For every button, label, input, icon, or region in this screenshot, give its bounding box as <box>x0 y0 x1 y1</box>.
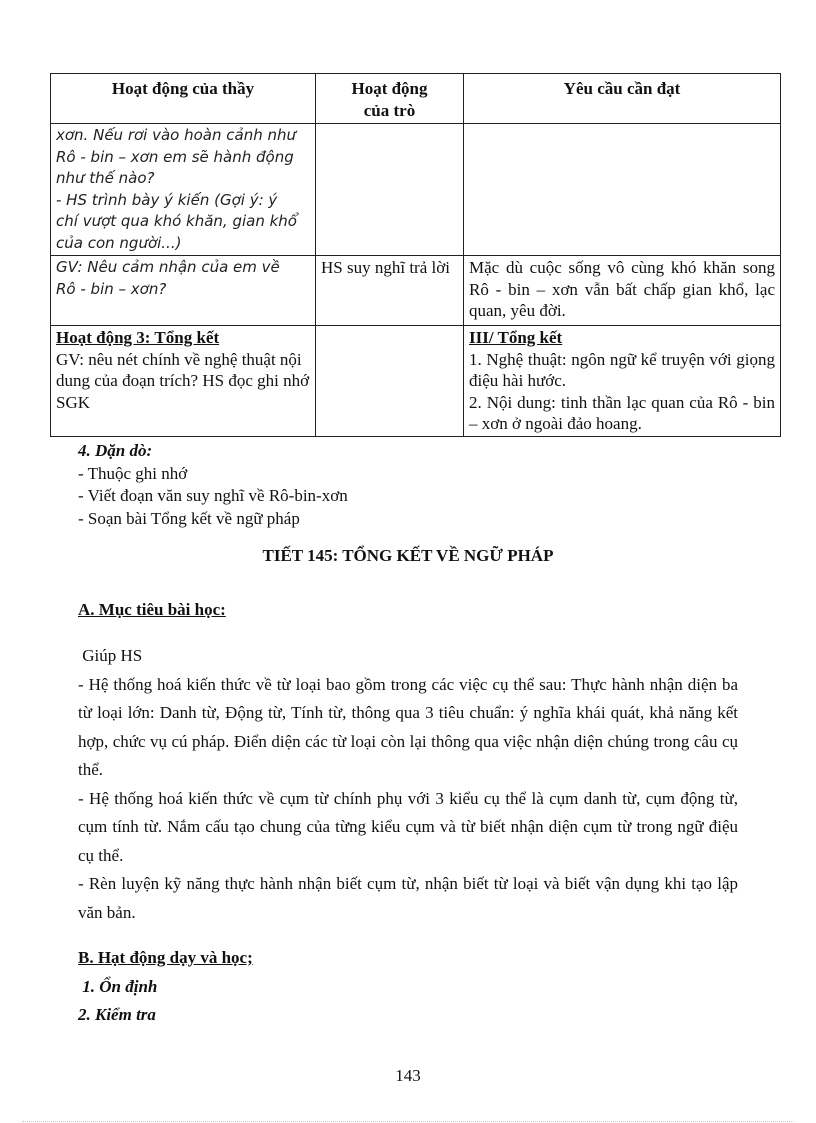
requirement-cell <box>464 326 781 437</box>
section-a-title: A. Mục tiêu bài học: <box>78 600 226 619</box>
step-check: 2. Kiểm tra <box>78 1005 156 1024</box>
student-cell: HS suy nghĩ trả lời <box>316 256 464 326</box>
paragraph: - Hệ thống hoá kiến thức về cụm từ chính phụ với 3 kiểu cụ thể là cụm danh từ, cụm động từ, cụm tính từ. Nắm cấu tạo chung của từng kiểu cụm và từ biết nhận diện cụm từ trong ngữ điệu cụ thể. <box>78 788 738 865</box>
table-header-row <box>51 74 781 124</box>
activity-3-heading: Hoạt động 3: Tổng kết <box>56 328 220 347</box>
teacher-cell: GV: Nêu cảm nhận của em về Rô - bin – xơn? <box>51 256 316 326</box>
lesson-activity-table <box>50 73 781 437</box>
table-row <box>51 256 781 326</box>
paragraph: - Rèn luyện kỹ năng thực hành nhận biết cụm từ, nhận biết từ loại và biết vận dụng khi tạo lập văn bản. <box>78 874 738 922</box>
teacher-cell: xơn. Nếu rơi vào hoàn cảnh như Rô - bin – xơn em sẽ hành động như thế nào? - HS trình bày ý kiến (Gợi ý: ý chí vượt qua khó khăn, gian khổ của con người...) <box>51 124 316 256</box>
homework-item: - Soạn bài Tổng kết về ngữ pháp <box>78 508 300 528</box>
table-row <box>51 326 781 437</box>
paragraph: - Hệ thống hoá kiến thức về từ loại bao gồm trong các việc cụ thể sau: Thực hành nhận diện ba từ loại lớn: Danh từ, Động từ, Tính từ, thông qua 3 tiêu chuẩn: ý nghĩa khái quát, khả năng kết hợp, chức vụ cú pháp. Điển diện các từ loại còn lại thông qua việc nhận diện chúng trong câu cụ thể. <box>78 674 738 779</box>
homework-section <box>78 440 348 530</box>
homework-item: - Thuộc ghi nhớ <box>78 463 188 483</box>
summary-heading: III/ Tổng kết <box>469 328 563 347</box>
student-cell <box>316 326 464 437</box>
header-teacher-activity: Hoạt động của thầy <box>51 74 316 124</box>
section-b-title: B. Hạt động dạy và học; <box>78 948 253 967</box>
requirement-cell-text: 1. Nghệ thuật: ngôn ngữ kể truyện với giọng điệu hài hước. 2. Nội dung: tinh thần lạc quan của Rô - bin – xơn ở ngoài đảo hoang. <box>469 349 775 433</box>
lesson-title: TIẾT 145: TỔNG KẾT VỀ NGỮ PHÁP <box>262 546 554 565</box>
homework-item: - Viết đoạn văn suy nghĩ về Rô-bin-xơn <box>78 486 348 505</box>
teacher-cell <box>51 326 316 437</box>
student-cell <box>316 124 464 256</box>
paragraph: Giúp HS <box>78 646 143 665</box>
step-stabilize: 1. Ổn định <box>78 977 158 996</box>
section-a-body <box>78 642 738 927</box>
page-number: 143 <box>395 1066 421 1085</box>
requirement-cell: Mặc dù cuộc sống vô cùng khó khăn song Rô - bin – xơn vẫn bất chấp gian khổ, lạc quan, yêu đời. <box>464 256 781 326</box>
header-student-activity: Hoạt động của trò <box>316 74 464 124</box>
table-row <box>51 124 781 256</box>
header-requirement: Yêu cầu cần đạt <box>464 74 781 124</box>
homework-heading: 4. Dặn dò: <box>78 441 153 460</box>
page-bottom-divider <box>22 1121 794 1122</box>
requirement-cell <box>464 124 781 256</box>
teacher-cell-text: GV: nêu nét chính về nghệ thuật nội dung của đoạn trích? HS đọc ghi nhớ SGK <box>56 349 310 412</box>
